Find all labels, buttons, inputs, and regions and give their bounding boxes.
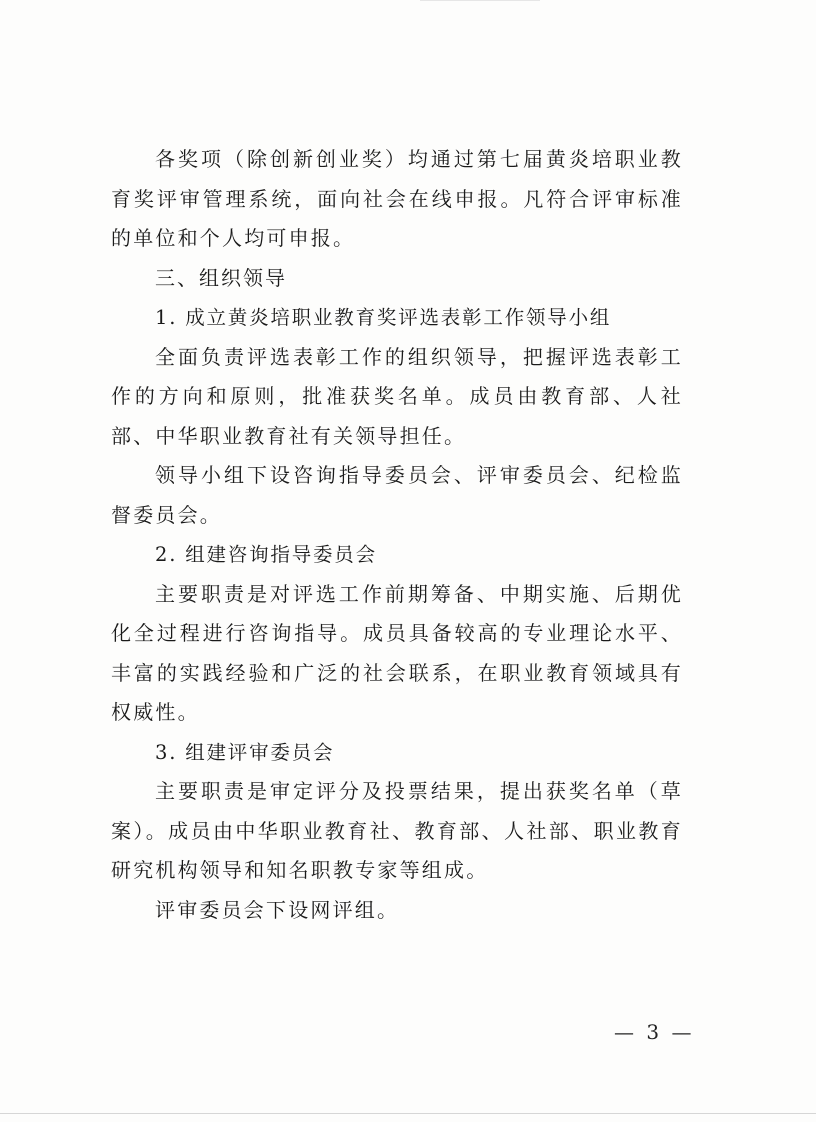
- subheading-leadership-group: 1. 成立黄炎培职业教育奖评选表彰工作领导小组: [155, 306, 612, 329]
- paragraph-review-committee-duties: 主要职责是审定评分及投票结果，提出获奖名单（草案）。成员由中华职业教育社、教育部、人社部、职业教育研究机构领导和知名职教专家等组成。: [111, 779, 683, 882]
- page-number: — 3 —: [614, 1020, 695, 1044]
- scan-bottom-edge: [0, 1113, 816, 1114]
- paragraph-leadership-group-duties: 全面负责评选表彰工作的组织领导，把握评选表彰工作的方向和原则，批准获奖名单。成员由教育部、人社部、中华职业教育社有关领导担任。: [111, 344, 683, 448]
- document-body: [111, 140, 683, 930]
- paragraph-application-method: 各奖项（除创新创业奖）均通过第七届黄炎培职业教育奖评审管理系统，面向社会在线申报。凡符合评审标准的单位和个人均可申报。: [111, 147, 683, 250]
- paragraph-leadership-group-committees: 领导小组下设咨询指导委员会、评审委员会、纪检监督委员会。: [111, 463, 683, 527]
- subheading-review-committee: 3. 组建评审委员会: [155, 740, 335, 764]
- section-heading-organization-leadership: 三、组织领导: [155, 265, 287, 290]
- scan-edge-line: [420, 0, 540, 1]
- subheading-advisory-committee: 2. 组建咨询指导委员会: [155, 543, 377, 566]
- paragraph-advisory-committee-duties: 主要职责是对评选工作前期筹备、中期实施、后期优化全过程进行咨询指导。成员具备较高的专业理论水平、丰富的实践经验和广泛的社会联系，在职业教育领域具有权威性。: [111, 581, 683, 724]
- paragraph-online-review-groups: 评审委员会下设网评组。: [155, 897, 400, 922]
